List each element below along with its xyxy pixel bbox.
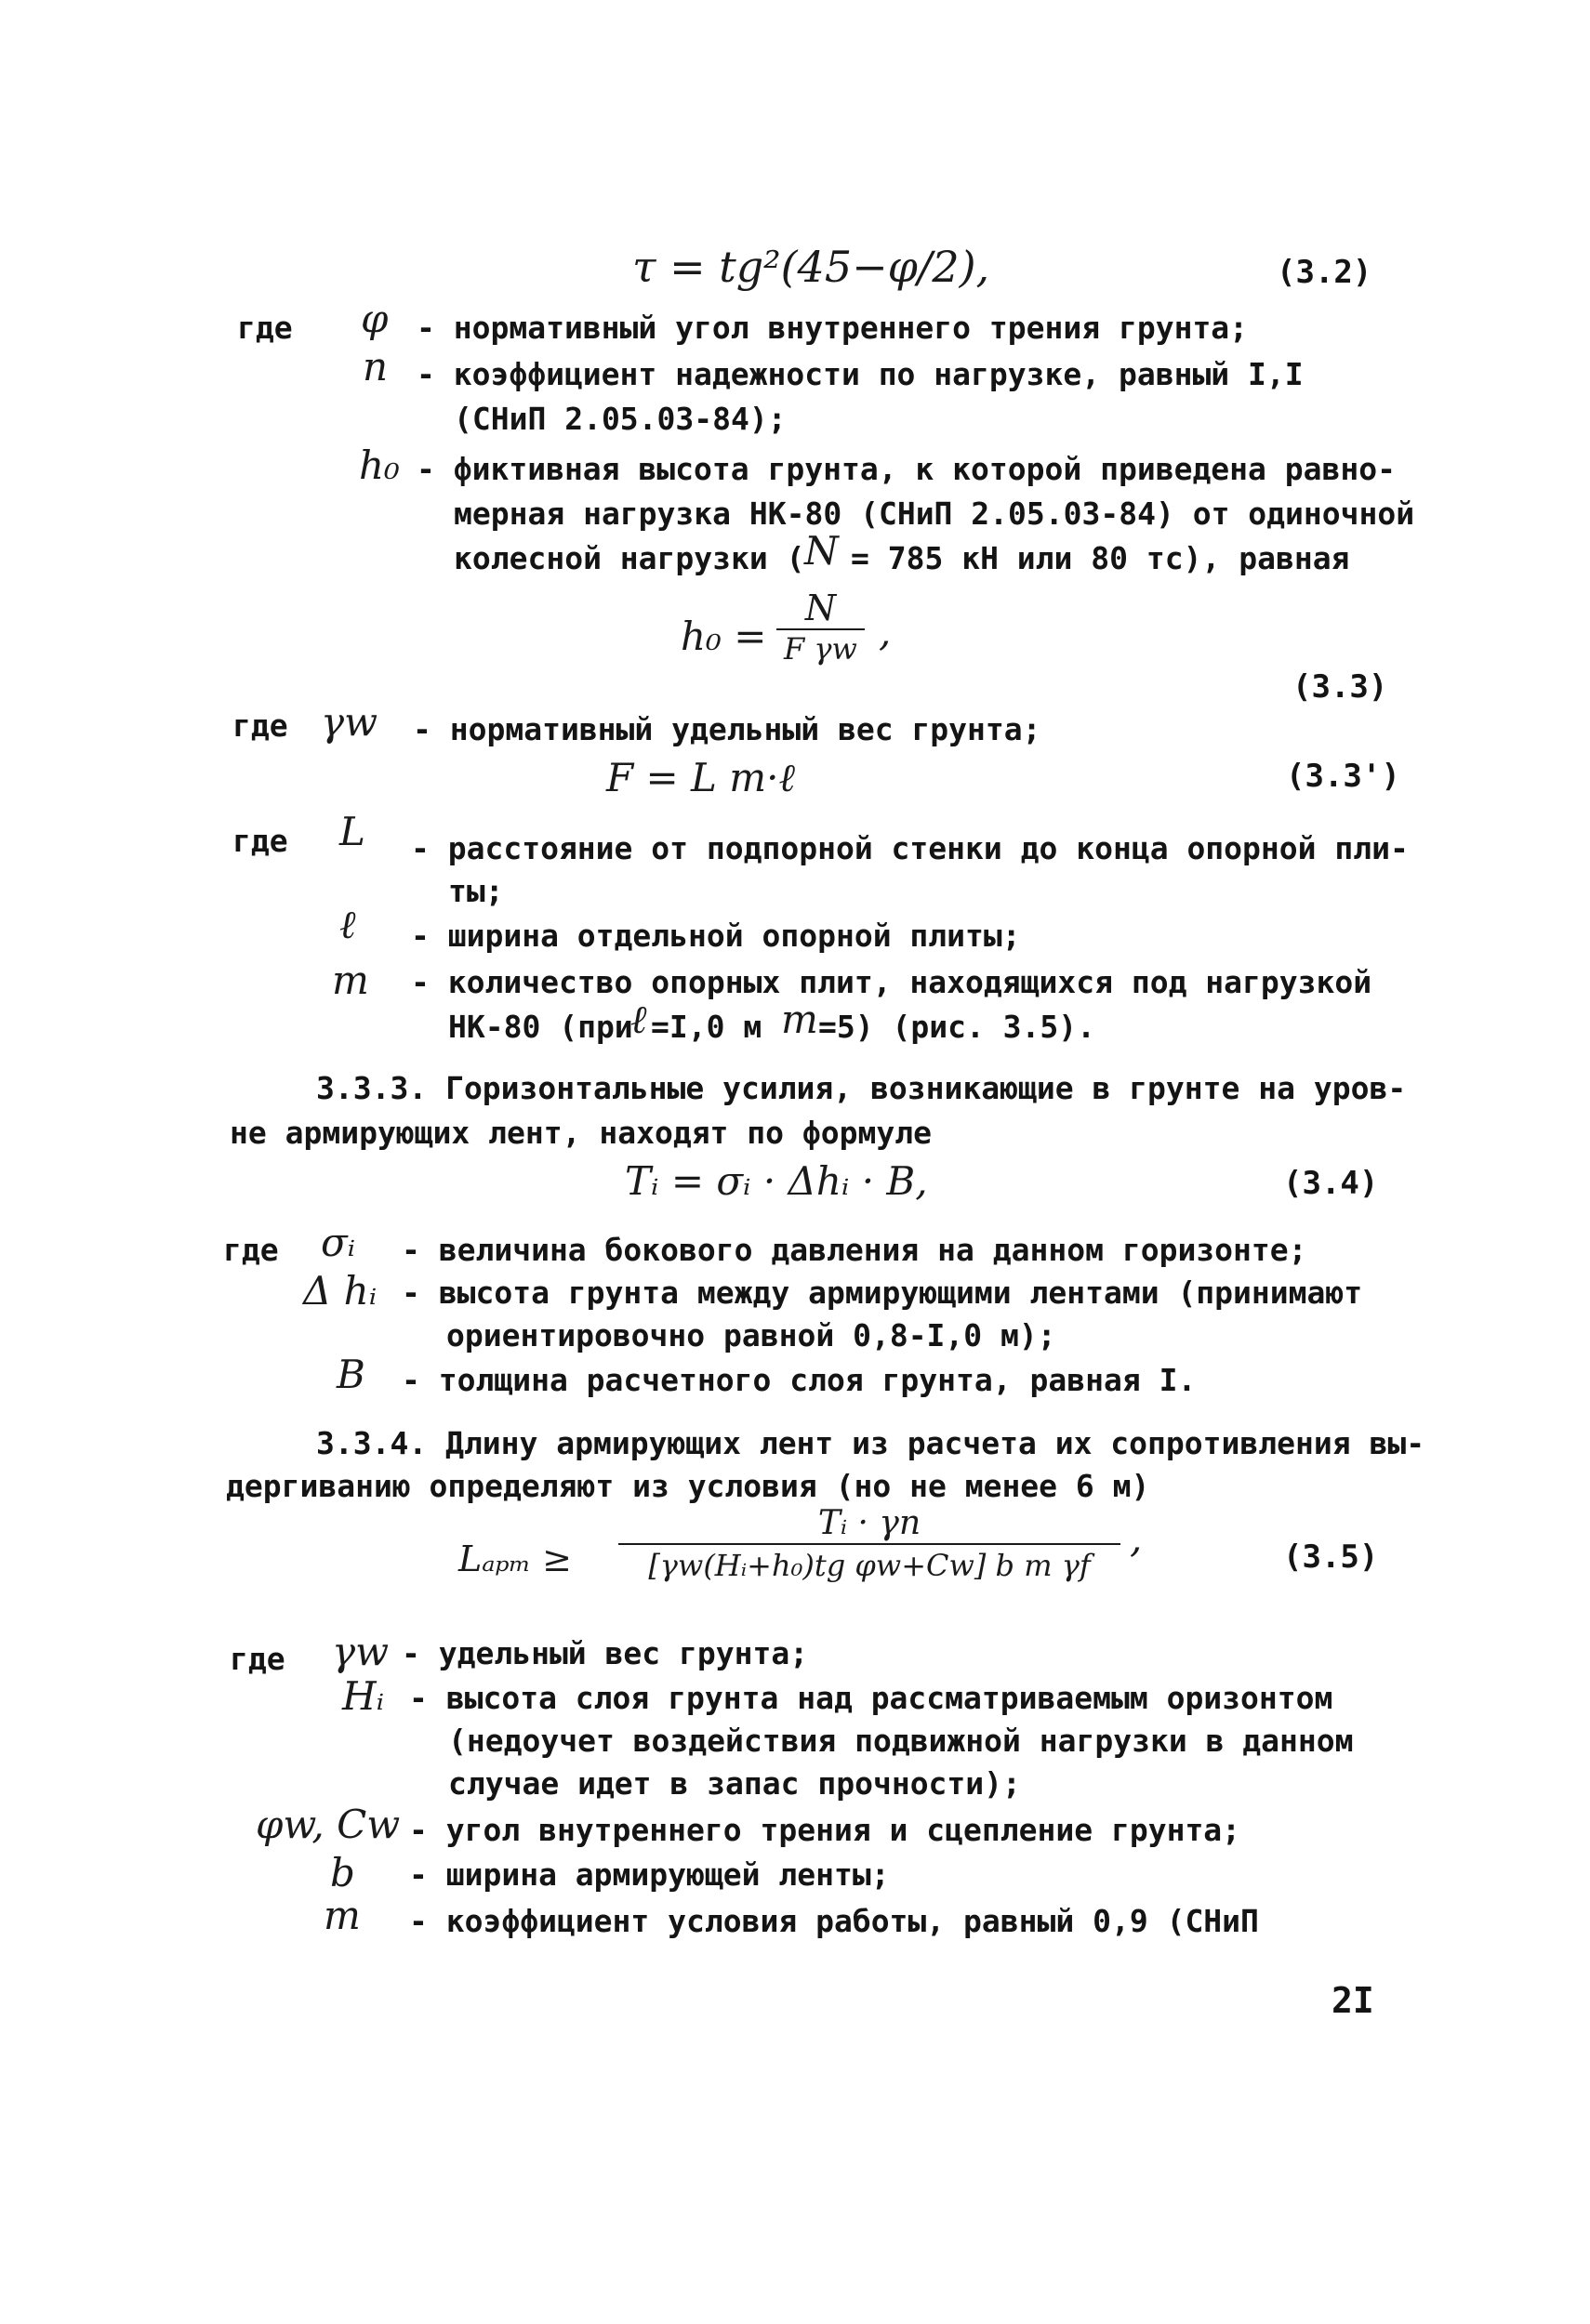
formula-3-5-lhs: Lₐₚₘ ≥: [458, 1538, 572, 1579]
def-gamma-w: - удельный вес грунта;: [402, 1635, 809, 1671]
symbol-h0: h₀: [359, 442, 400, 488]
page-number: 2I: [1332, 1980, 1374, 2021]
formula-3-5-comma: ,: [1130, 1515, 1143, 1561]
formula-3-3a: F = L m·ℓ: [606, 755, 795, 800]
def-sigma: - величина бокового давления на данном горизонте;: [402, 1232, 1307, 1268]
formula-3-4: Tᵢ = σᵢ · Δhᵢ · B,: [625, 1158, 928, 1204]
fraction-numerator: Tᵢ · γn: [817, 1504, 921, 1542]
def-m-line2b: =I,0 м: [651, 1009, 762, 1045]
def-m-line2a: НК-80 (при: [448, 1009, 633, 1045]
def-h0-line3b: = 785 кН или 80 тс), равная: [851, 540, 1350, 576]
symbol-b: b: [330, 1850, 355, 1895]
def-l: - ширина отдельной опорной плиты;: [411, 918, 1021, 954]
symbol-m: m: [324, 1893, 361, 1938]
def-m: - коэффициент условия работы, равный 0,9 (СНиП: [409, 1903, 1259, 1939]
def-h0-line2: мерная нагрузка НК-80 (СНиП 2.05.03-84) от одиночной: [454, 495, 1415, 532]
def-delta-h-line1: - высота грунта между армирующими лентами (принимают: [402, 1274, 1363, 1311]
symbol-phi: φ: [361, 296, 389, 341]
symbol-N-inline: N: [804, 528, 839, 574]
symbol-sigma: σᵢ: [321, 1220, 356, 1265]
def-L-line2: ты;: [448, 873, 504, 909]
def-h0-line1: - фиктивная высота грунта, к которой приведена равно-: [417, 451, 1396, 487]
where-label: где: [230, 1641, 285, 1677]
def-H-line2: (недоучет воздействия подвижной нагрузки в данном: [448, 1723, 1354, 1759]
symbol-gamma-w: γw: [321, 699, 378, 745]
def-phi-c: - угол внутреннего трения и сцепление грунта;: [409, 1812, 1241, 1848]
symbol-l-inline: ℓ: [630, 997, 647, 1042]
equation-number-3-4: (3.4): [1283, 1165, 1379, 1202]
formula-3-3-lhs: h₀ =: [681, 614, 767, 659]
def-delta-h-line2: ориентировочно равной 0,8-I,0 м);: [446, 1317, 1056, 1353]
where-label: где: [232, 707, 288, 744]
def-b: - ширина армирующей ленты;: [409, 1856, 890, 1893]
where-label: где: [223, 1232, 279, 1268]
def-H-line1: - высота слоя грунта над рассматриваемым оризонтом: [409, 1680, 1333, 1716]
formula-3-3-comma: ,: [879, 609, 892, 654]
formula-3-5-fraction: [618, 1504, 1120, 1586]
symbol-H: Hᵢ: [342, 1673, 385, 1719]
def-H-line3: случае идет в запас прочности);: [448, 1765, 1021, 1802]
def-L-line1: - расстояние от подпорной стенки до конца опорной пли-: [411, 830, 1409, 866]
fraction-denominator: F γw: [784, 631, 857, 667]
def-m-line1: - количество опорных плит, находящихся под нагрузкой: [411, 964, 1372, 1000]
def-h0-line3a: колесной нагрузки (: [454, 540, 805, 576]
def-n-line2: (СНиП 2.05.03-84);: [454, 401, 787, 437]
symbol-n: n: [363, 344, 389, 390]
fraction-denominator: [γw(Hᵢ+h₀)tg φw+Cw] b m γf: [648, 1548, 1091, 1583]
symbol-l: ℓ: [339, 902, 356, 947]
formula-3-2: τ = tg²(45−φ/2),: [632, 242, 990, 292]
formula-3-3-fraction: [776, 588, 865, 667]
equation-number-3-3a: (3.3'): [1286, 758, 1400, 795]
equation-number-3-5: (3.5): [1283, 1538, 1379, 1576]
symbol-B: B: [337, 1352, 365, 1397]
paragraph-3-3-3-line2: не армирующих лент, находят по формуле: [230, 1115, 932, 1151]
symbol-phi-c: φw, Cw: [256, 1802, 401, 1847]
symbol-m: m: [332, 957, 369, 1003]
fraction-numerator: N: [804, 588, 837, 628]
def-n-line1: - коэффициент надежности по нагрузке, равный I,I: [417, 356, 1304, 392]
symbol-L: L: [339, 809, 365, 854]
equation-number-3-2: (3.2): [1277, 254, 1372, 291]
def-gamma-w: - нормативный удельный вес грунта;: [413, 711, 1041, 747]
symbol-gamma-w: γw: [332, 1629, 390, 1674]
symbol-m-inline: m: [781, 997, 818, 1042]
paragraph-3-3-4-line2: дергиванию определяют из условия (но не менее 6 м): [226, 1468, 1150, 1504]
where-label: где: [237, 310, 293, 346]
paragraph-3-3-3-line1: 3.3.3. Горизонтальные усилия, возникающие в грунте на уров-: [316, 1070, 1407, 1106]
symbol-delta-h: Δ hᵢ: [303, 1268, 378, 1314]
equation-number-3-3: (3.3): [1292, 668, 1388, 706]
where-label: где: [232, 823, 288, 859]
def-B: - толщина расчетного слоя грунта, равная I.: [402, 1362, 1197, 1398]
def-m-line2c: =5) (рис. 3.5).: [818, 1009, 1096, 1045]
paragraph-3-3-4-line1: 3.3.4. Длину армирующих лент из расчета их сопротивления вы-: [316, 1425, 1425, 1461]
def-phi: - нормативный угол внутреннего трения грунта;: [417, 310, 1249, 346]
